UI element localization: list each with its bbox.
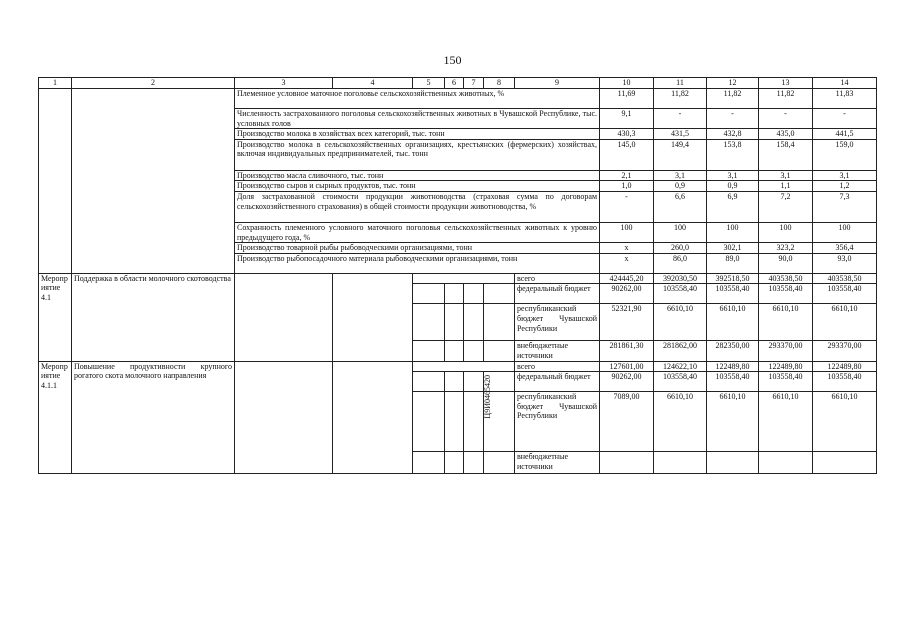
indicator-value: 432,8 [707,129,759,140]
program-table [38,77,877,474]
funding-value: 103558,40 [759,284,813,304]
indicator-name: Производство рыбопосадочного материала рыбоводческими организациями, тонн [235,253,600,273]
indicator-value: 3,1 [707,170,759,181]
header-cell: 2 [72,78,235,89]
empty-cell [413,284,445,304]
indicator-value: 89,0 [707,253,759,273]
funding-source: внебюджетные источники [515,452,600,474]
empty-cell [464,304,484,341]
empty-cell [445,341,464,361]
indicator-name: Производство масла сливочного, тыс. тонн [235,170,600,181]
funding-value: 281862,00 [654,341,707,361]
funding-value: 281861,30 [600,341,654,361]
funding-source: всего [515,361,600,372]
empty-cell [413,361,515,372]
code-cell [464,375,492,452]
indicator-value: 100 [707,222,759,242]
header-cell: 9 [515,78,600,89]
empty-cell [235,273,333,361]
indicator-value: x [600,243,654,254]
empty-cell [464,452,484,474]
indicator-value: 7,3 [813,191,877,222]
empty-cell [413,392,445,452]
indicator-name: Производство сыров и сырных продуктов, тыс. тонн [235,181,600,192]
funding-value: 103558,40 [759,372,813,392]
header-cell: 6 [445,78,464,89]
indicator-name: Доля застрахованной стоимости продукции животноводства (страховая сумма по договорам сельскохозяйственного страхования) в общей стоимости продукции животноводства, % [235,191,600,222]
funding-value: 403538,50 [759,273,813,284]
funding-source: федеральный бюджет [515,284,600,304]
funding-value: 122489,80 [707,361,759,372]
funding-value: 6610,10 [813,392,877,452]
indicator-value: 159,0 [813,139,877,170]
header-row [39,78,877,89]
measure-label: Мероприятие 4.1.1 [39,361,72,474]
funding-value: 103558,40 [813,284,877,304]
indicator-value: 100 [600,222,654,242]
indicator-value: 435,0 [759,129,813,140]
indicator-value: 431,5 [654,129,707,140]
header-cell: 14 [813,78,877,89]
indicator-value: 11,83 [813,89,877,109]
indicator-value: 100 [654,222,707,242]
indicator-value: x [600,253,654,273]
empty-cell [413,341,445,361]
funding-value [759,452,813,474]
indicator-value: 356,4 [813,243,877,254]
indicator-value: - [600,191,654,222]
header-cell: 13 [759,78,813,89]
indicator-value: 323,2 [759,243,813,254]
indicator-value: 3,1 [813,170,877,181]
funding-source: федеральный бюджет [515,372,600,392]
empty-cell [464,372,484,392]
indicator-value: 149,4 [654,139,707,170]
indicator-name: Численность застрахованного поголовья сельскохозяйственных животных в Чувашской Республике, тыс. условных голов [235,109,600,129]
indicator-value: 93,0 [813,253,877,273]
indicator-value: 1,1 [759,181,813,192]
empty-cell [39,89,72,274]
empty-cell [413,452,445,474]
funding-value: 90262,00 [600,372,654,392]
empty-cell [484,452,515,474]
funding-value: 293370,00 [813,341,877,361]
indicator-value: 6,6 [654,191,707,222]
funding-value: 103558,40 [654,284,707,304]
empty-cell [445,452,464,474]
empty-cell [333,273,413,361]
header-cell: 1 [39,78,72,89]
funding-value: 6610,10 [654,304,707,341]
empty-cell [413,273,515,284]
indicator-name: Производство молока в хозяйствах всех категорий, тыс. тонн [235,129,600,140]
funding-value: 124622,10 [654,361,707,372]
page-number: 150 [443,53,462,67]
empty-cell [445,372,464,392]
empty-cell [445,304,464,341]
funding-value [813,452,877,474]
funding-value: 6610,10 [759,392,813,452]
funding-value: 392518,50 [707,273,759,284]
empty-cell [464,341,484,361]
indicator-value: 86,0 [654,253,707,273]
indicator-name: Сохранность племенного условного маточного поголовья сельскохозяйственных животных к уровню предыдущего года, % [235,222,600,242]
indicator-value: 3,1 [654,170,707,181]
funding-value: 103558,40 [707,372,759,392]
funding-source: всего [515,273,600,284]
indicator-value: 302,1 [707,243,759,254]
indicator-name: Производство молока в сельскохозяйственных организациях, крестьянских (фермерских) хозяйствах, включая индивидуальных предпринимателей, тыс. тонн [235,139,600,170]
indicator-value: 100 [813,222,877,242]
indicator-value: 9,1 [600,109,654,129]
empty-cell [72,89,235,274]
indicator-value: 1,2 [813,181,877,192]
funding-value: 122489,80 [759,361,813,372]
indicator-value: 2,1 [600,170,654,181]
indicator-value: 6,9 [707,191,759,222]
indicator-value: 11,82 [654,89,707,109]
budget-code: Ц9И0465420 [482,375,492,419]
empty-cell [413,372,445,392]
empty-cell [445,284,464,304]
empty-cell [333,361,413,474]
indicator-value: - [813,109,877,129]
indicator-value: 7,2 [759,191,813,222]
funding-value: 103558,40 [654,372,707,392]
funding-value: 293370,00 [759,341,813,361]
indicator-value: 430,3 [600,129,654,140]
header-cell: 11 [654,78,707,89]
indicator-value: - [759,109,813,129]
funding-value: 6610,10 [707,304,759,341]
measure-label: Мероприятие 4.1 [39,273,72,361]
empty-cell [464,284,484,304]
funding-value: 122489,80 [813,361,877,372]
empty-cell [484,341,515,361]
indicator-name: Производство товарной рыбы рыбоводческими организациями, тонн [235,243,600,254]
indicator-value: 90,0 [759,253,813,273]
measure-title: Поддержка в области молочного скотоводства [72,273,235,361]
empty-cell [445,392,464,452]
header-cell: 7 [464,78,484,89]
header-cell: 12 [707,78,759,89]
funding-value: 127601,00 [600,361,654,372]
funding-source: республиканский бюджет Чувашской Республики [515,304,600,341]
funding-source: республиканский бюджет Чувашской Республики [515,392,600,452]
indicator-value: 145,0 [600,139,654,170]
empty-cell [413,304,445,341]
indicator-value: - [654,109,707,129]
funding-value: 6610,10 [813,304,877,341]
funding-value: 7089,00 [600,392,654,452]
funding-value: 52321,90 [600,304,654,341]
measure-title: Повышение продуктивности крупного рогатого скота молочного направления [72,361,235,474]
empty-cell [235,361,333,474]
indicator-value: 0,9 [654,181,707,192]
empty-cell [484,304,515,341]
funding-value: 90262,00 [600,284,654,304]
funding-value: 103558,40 [707,284,759,304]
funding-row [39,361,877,372]
funding-value [707,452,759,474]
funding-value [654,452,707,474]
indicator-row [39,89,877,109]
funding-value: 6610,10 [707,392,759,452]
funding-value: 403538,50 [813,273,877,284]
indicator-name: Племенное условное маточное поголовье сельскохозяйственных животных, % [235,89,600,109]
indicator-value: - [707,109,759,129]
funding-row [39,273,877,284]
indicator-value: 260,0 [654,243,707,254]
indicator-value: 0,9 [707,181,759,192]
indicator-value: 100 [759,222,813,242]
indicator-value: 153,8 [707,139,759,170]
funding-value: 424445,20 [600,273,654,284]
indicator-value: 11,69 [600,89,654,109]
indicator-value: 3,1 [759,170,813,181]
empty-cell [484,284,515,304]
indicator-value: 158,4 [759,139,813,170]
funding-value [600,452,654,474]
header-cell: 5 [413,78,445,89]
indicator-value: 1,0 [600,181,654,192]
funding-source: внебюджетные источники [515,341,600,361]
indicator-value: 441,5 [813,129,877,140]
funding-value: 6610,10 [654,392,707,452]
indicator-value: 11,82 [707,89,759,109]
header-cell: 4 [333,78,413,89]
indicator-value: 11,82 [759,89,813,109]
funding-value: 392030,50 [654,273,707,284]
header-cell: 10 [600,78,654,89]
funding-value: 6610,10 [759,304,813,341]
funding-value: 103558,40 [813,372,877,392]
header-cell: 3 [235,78,333,89]
funding-value: 282350,00 [707,341,759,361]
header-cell: 8 [484,78,515,89]
